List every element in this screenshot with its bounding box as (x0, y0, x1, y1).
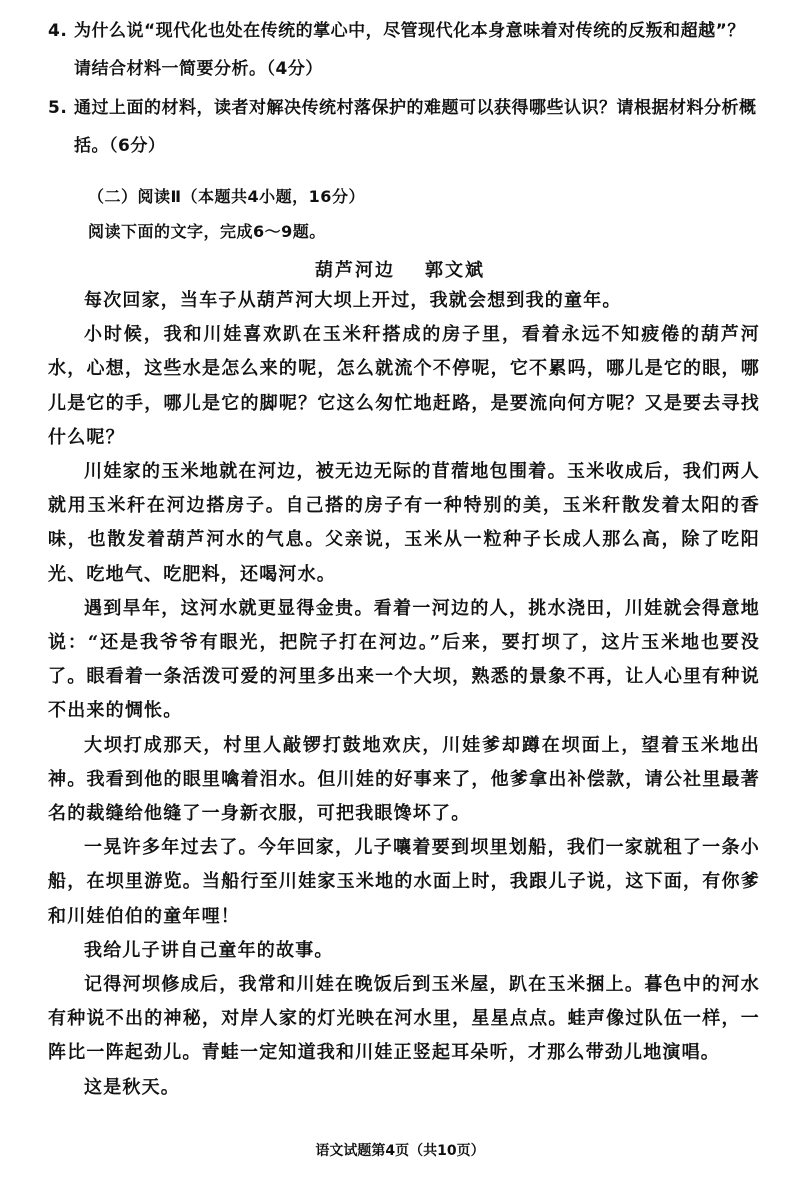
question-4 (48, 12, 766, 88)
paragraph: 记得河坝修成后，我常和川娃在晚饭后到玉米屋，趴在玉米捆上。暮色中的河水有种说不出的神秘，对岸人家的灯光映在河水里，星星点点。蛙声像过队伍一样，一阵比一阵起劲儿。青蛙一定知道我和川娃正竖起耳朵听，才那么带劲儿地演唱。 (48, 974, 760, 1064)
question-number: 4. (48, 21, 68, 41)
paragraph: 这是秋天。 (84, 1076, 180, 1098)
article-title: 葫芦河边 (315, 260, 395, 281)
question-text: 为什么说“现代化也处在传统的掌心中，尽管现代化本身意味着对传统的反叛和超越”？ (74, 21, 745, 41)
paragraph: 我给儿子讲自己童年的故事。 (84, 939, 334, 961)
section-instruction: 阅读下面的文字，完成6～9题。 (88, 222, 326, 241)
page-footer: 语文试题第4页（共10页） (315, 1143, 485, 1159)
section-heading: （二）阅读Ⅱ（本题共4小题，16分） (88, 187, 365, 206)
question-text-continued: 括。（6分） (74, 136, 166, 156)
article-author: 郭文斌 (425, 260, 485, 281)
paragraph: 遇到旱年，这河水就更显得金贵。看着一河边的人，挑水浇田，川娃就会得意地说：“还是我爷爷有眼光，把院子打在河边。”后来，要打坝了，这片玉米地也要没了。眼看着一条活泼可爱的河里多出来一个大坝，熟悉的景象不再，让人心里有种说不出来的惆怅。 (48, 597, 760, 722)
paragraph: 川娃家的玉米地就在河边，被无边无际的苜蓿地包围着。玉米收成后，我们两人就用玉米秆在河边搭房子。自己搭的房子有一种特别的美，玉米秆散发着太阳的香味，也散发着葫芦河水的气息。父亲说，玉米从一粒种子长成人那么高，除了吃阳光、吃地气、吃肥料，还喝河水。 (48, 461, 760, 585)
paragraph: 一晃许多年过去了。今年回家，儿子嚷着要到坝里划船，我们一家就租了一条小船，在坝里游览。当船行至川娃家玉米地的水面上时，我跟儿子说，这下面，有你爹和川娃伯伯的童年哩！ (48, 837, 760, 927)
paragraph: 小时候，我和川娃喜欢趴在玉米秆搭成的房子里，看着永远不知疲倦的葫芦河水，心想，这些水是怎么来的呢，怎么就流个不停呢，它不累吗，哪儿是它的眼，哪儿是它的手，哪儿是它的脚呢？它这么匆忙地赶路，是要流向何方呢？又是要去寻找什么呢？ (48, 324, 760, 448)
question-5 (48, 89, 766, 165)
article-title-line (0, 256, 800, 282)
question-number: 5. (48, 98, 68, 118)
question-text: 通过上面的材料，读者对解决传统村落保护的难题可以获得哪些认识？请根据材料分析概 (74, 98, 757, 118)
question-text-continued: 请结合材料一简要分析。（4分） (74, 59, 323, 79)
paragraph: 每次回家，当车子从葫芦河大坝上开过，我就会想到我的童年。 (84, 290, 622, 311)
article-body (48, 284, 760, 1105)
paragraph: 大坝打成那天，村里人敲锣打鼓地欢庆，川娃爹却蹲在坝面上，望着玉米地出神。我看到他的眼里噙着泪水。但川娃的好事来了，他爹拿出补偿款，请公社里最著名的裁缝给他缝了一身新衣服，可把我眼馋坏了。 (48, 734, 760, 825)
